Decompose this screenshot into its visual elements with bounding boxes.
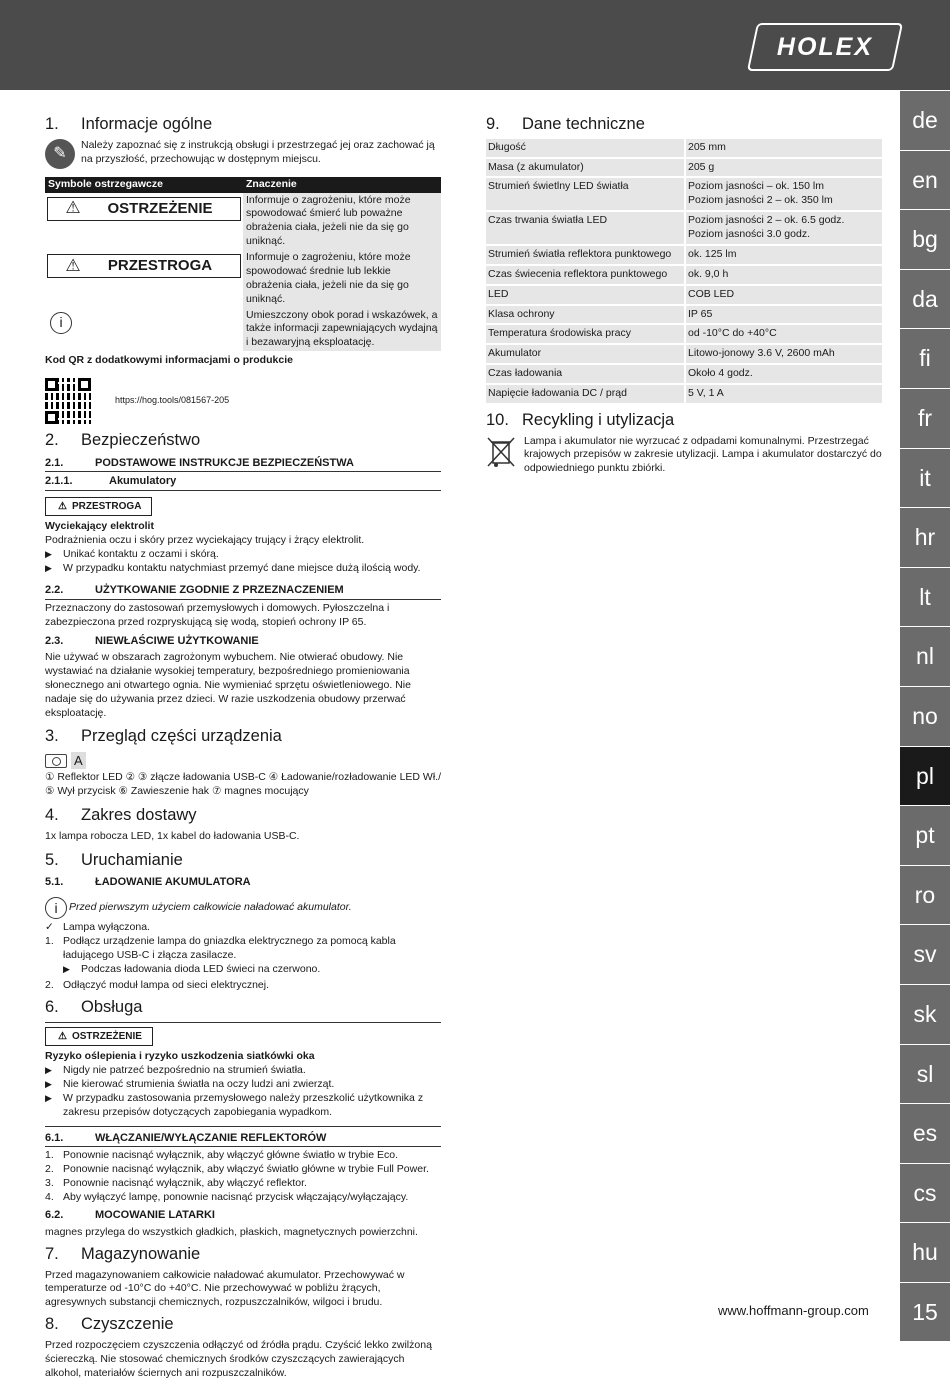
language-tab-es[interactable]: es: [900, 1103, 950, 1163]
qr-url[interactable]: https://hog.tools/081567-205: [115, 395, 230, 405]
language-tab-fr[interactable]: fr: [900, 388, 950, 448]
warning-triangle-icon: ⚠: [58, 500, 67, 512]
info-icon: i: [50, 312, 72, 334]
section-heading: 7. Magazynowanie: [45, 1244, 201, 1263]
language-tab-nl[interactable]: nl: [900, 626, 950, 686]
language-tab-pt[interactable]: pt: [900, 805, 950, 865]
arrow-bullet-icon: ▶: [45, 1078, 52, 1089]
section-heading: 2. Bezpieczeństwo: [45, 430, 201, 449]
warning-triangle-icon: ⚠: [58, 1031, 67, 1043]
table-row: Napięcie ładowania DC / prąd 5 V, 1 A: [486, 384, 882, 404]
read-manual-icon: ✎: [45, 139, 75, 169]
table-row: Masa (z akumulator) 205 g: [486, 158, 882, 178]
language-tab-it[interactable]: it: [900, 448, 950, 508]
arrow-bullet-icon: ▶: [45, 1065, 52, 1076]
section-heading: 1. Informacje ogólne: [45, 115, 213, 133]
table-row: Czas świecenia reflektora punktowego ok. 9,0 h: [486, 265, 882, 285]
table-row: LED COB LED: [486, 285, 882, 305]
language-tab-de[interactable]: de: [900, 90, 950, 150]
language-tab-sl[interactable]: sl: [900, 1044, 950, 1104]
qr-title: Kod QR z dodatkowymi informacjami o produkcie: [45, 354, 293, 367]
section-heading: 4. Zakres dostawy: [45, 806, 197, 825]
language-tab-pl[interactable]: pl: [900, 746, 950, 806]
language-tab-sv[interactable]: sv: [900, 924, 950, 984]
section-heading: 3. Przegląd części urządzenia: [45, 727, 282, 746]
page-number: 15: [900, 1282, 950, 1342]
info-icon: i: [45, 897, 67, 919]
section-heading: 8. Czyszczenie: [45, 1315, 174, 1334]
section-heading: 10. Recykling i utylizacja: [486, 410, 675, 429]
language-tab-lt[interactable]: lt: [900, 567, 950, 627]
warning-symbols-table: Symbole ostrzegawcze Znaczenie ⚠ OSTRZEŻENIE Informuje o zagrożeniu, które może spowodować śmierć lub poważne obrażenia ciała, jeżeli nie da się go uniknąć. ⚠ PRZESTROGA Informuje o zagrożeniu, które może spowodować średnie lub lekkie obrażenia ciała, jeżeli nie da się go uniknąć. i Umieszczony obok porad i wskazówek, a także informacji zapewniających wydajną i bezawaryjną eksploatację.: [45, 177, 441, 351]
intro-text: Należy zapoznać się z instrukcją obsługi i przestrzegać jej oraz zachować ją na przyszłość, przechowując w dostępnym miejscu.: [81, 138, 435, 165]
arrow-bullet-icon: ▶: [45, 548, 52, 559]
language-tab-sk[interactable]: sk: [900, 984, 950, 1044]
arrow-bullet-icon: ▶: [45, 562, 52, 573]
camera-icon: [45, 754, 67, 768]
language-tab-fi[interactable]: fi: [900, 328, 950, 388]
warning-label: ⚠ OSTRZEŻENIE: [45, 1027, 153, 1046]
table-row: Czas ładowania Około 4 godz.: [486, 364, 882, 384]
footer-url[interactable]: www.hoffmann-group.com: [718, 1303, 869, 1318]
language-tab-bg[interactable]: bg: [900, 209, 950, 269]
holex-logo: HOLEX: [747, 23, 903, 71]
arrow-bullet-icon: ▶: [45, 1092, 52, 1103]
table-row: Długość 205 mm: [486, 139, 882, 158]
language-tab-hu[interactable]: hu: [900, 1222, 950, 1282]
table-row: Strumień świetlny LED światła Poziom jasności – ok. 150 lm Poziom jasności 2 – ok. 350 lm: [486, 177, 882, 211]
table-row: Klasa ochrony IP 65: [486, 305, 882, 325]
language-tabs: [900, 90, 950, 1343]
warning-triangle-icon: ⚠: [65, 255, 81, 275]
technical-data-table: [486, 139, 882, 405]
table-row: Akumulator Litowo-jonowy 3.6 V, 2600 mAh: [486, 344, 882, 364]
right-column: 9. Dane techniczne Długość 205 mm Masa (z akumulator) 205 g Strumień świetlny LED światła Poziom jasności – ok. 150 lm Poziom jasności 2 – ok. 350 lm Czas trwania światła LED Poziom jasności 2 – ok. 6.5 godz. Poziom jasności 3.0 godz. Strumień światła reflektora punktowego ok. 125 lm Czas świecenia reflektora punktowego ok. 9,0 h LED COB LED Klasa ochrony IP 65 Temperatura środowiska pracy od -10°C do +40°C Akumulator Litowo-jonowy 3.6 V, 2600 mAh Czas ładowania Około 4 godz. Napięcie ładowania DC / prąd 5 V, 1 A 10. Recykling i utylizacja Lampa i akumulator nie wyrzucać z odpadami komunalnymi. Przestrzegać krajowych przepisów w zakresie utylizacji. Lampa i akumulator dostarczyć do odpowiedniego punktu zbiórki.: [486, 115, 882, 475]
table-row: Czas trwania światła LED Poziom jasności 2 – ok. 6.5 godz. Poziom jasności 3.0 godz.: [486, 211, 882, 245]
crossed-bin-icon: [486, 435, 516, 469]
arrow-bullet-icon: ▶: [63, 963, 70, 974]
language-tab-cs[interactable]: cs: [900, 1163, 950, 1223]
language-tab-ro[interactable]: ro: [900, 865, 950, 925]
language-tab-da[interactable]: da: [900, 269, 950, 329]
left-column: 1. Informacje ogólne ✎ Należy zapoznać się z instrukcją obsługi i przestrzegać jej oraz zachować ją na przyszłość, przechowując w dostępnym miejscu. Symbole ostrzegawcze Znaczenie ⚠ OSTRZEŻENIE Informuje o zagrożeniu, które może spowodować śmierć lub poważne obrażenia ciała, jeżeli nie da się go uniknąć. ⚠ PRZESTROGA Informuje o zagrożeniu, które może spowodować średnie lub lekkie obrażenia ciała, jeżeli nie da się go uniknąć. i Umieszczony obok porad i wskazówek, a także informacji zapewniających wydajną i bezawaryjną eksploatację. Kod QR z dodatkowymi informacjami o produkcie https://hog.tools/081567-205 2. Bezpieczeństwo 2.1. PODSTAWOWE INSTRUKCJE BEZPIECZEŃSTWA 2.1.1. Akumulatory ⚠ PRZESTROGA Wyciekający elektrolit Podrażnienia oczu i skóry przez wyciekający trujący i żrący elektrolit. ▶ Unikać kontaktu z oczami i skórą. ▶ W przypadku kontaktu natychmiast przemyć dane miejsce dużą ilością wody. 2.2. UŻYTKOWANIE ZGODNIE Z PRZEZNACZENIEM Przeznaczony do zastosowań przemysłowych i domowych. Pyłoszczelna i zabezpieczona przed rozpryskującą się wodą, stopień ochrony IP 65. 2.3. NIEWŁAŚCIWE UŻYTKOWANIE Nie używać w obszarach zagrożonym wybuchem. Nie otwierać obudowy. Nie wystawiać na działanie wysokiej temperatury, bezpośredniego promieniowania słonecznego ani otwartego ognia. Nie wymieniać sprzętu oświetleniowego. Nie nadaje się do używania przez dzieci. W razie uszkodzenia obudowy przerwać eksploatację. 3. Przegląd części urządzenia A ① Reflektor LED ② ③ złącze ładowania USB-C ④ Ładowanie/rozładowanie LED Wł./ ⑤ Wył przycisk ⑥ Zawieszenie hak ⑦ magnes mocujący 4. Zakres dostawy 1x lampa robocza LED, 1x kabel do ładowania USB-C. 5. Uruchamianie 5.1. ŁADOWANIE AKUMULATORA i Przed pierwszym użyciem całkowicie naładować akumulator. ✓ Lampa wyłączona. 1. Podłącz urządzenie lampa do gniazdka elektrycznego za pomocą kabla ładującego USB-C i złącza zasilacze. ▶ Podczas ładowania dioda LED świeci na czerwono. 2. Odłączyć moduł lampa od sieci elektrycznej. 6. Obsługa ⚠ OSTRZEŻENIE Ryzyko oślepienia i ryzyko uszkodzenia siatkówki oka ▶ Nigdy nie patrzeć bezpośrednio na strumień światła. ▶ Nie kierować strumienia światła na oczy ludzi ani zwierząt. ▶ W przypadku zastosowania przemysłowego należy przeszkolić użytkownika z zakresu przepisów dotyczących zapobiegania wypadkom. 6.1. WŁĄCZANIE/WYŁĄCZANIE REFLEKTORÓW 1. Ponownie nacisnąć wyłącznik, aby włączyć główne światło w trybie Eco. 2. Ponownie nacisnąć wyłącznik, aby włączyć światło główne w trybie Full Power. 3. Ponownie nacisnąć wyłącznik, aby włączyć reflektor. 4. Aby wyłączyć lampę, ponownie nacisnąć przycisk włączający/wyłączający. 6.2. MOCOWANIE LATARKI magnes przylega do wszystkich gładkich, płaskich, magnetycznych powierzchni. 7. Magazynowanie Przed magazynowaniem całkowicie naładować akumulator. Przechowywać w temperaturze od -10°C do +40°C. Nie przechowywać w pobliżu żrących, agresywnych substancji chemicznych, rozpuszczalników, wilgoci i brudu. 8. Czyszczenie Przed rozpoczęciem czyszczenia odłączyć od źródła prądu. Czyścić lekko zwilżoną ściereczką. Nie stosować chemicznych środków czyszczących zawierających alkohol, materiałów ściernych ani rozpuszczalników.: [45, 115, 441, 1379]
header-bar: [0, 0, 950, 90]
warning-triangle-icon: ⚠: [65, 198, 81, 218]
section-heading: 9. Dane techniczne: [486, 115, 645, 133]
caution-label: ⚠ PRZESTROGA: [45, 497, 152, 516]
language-tab-hr[interactable]: hr: [900, 507, 950, 567]
check-icon: ✓: [45, 920, 54, 933]
section-heading: 6. Obsługa: [45, 998, 143, 1017]
table-row: Strumień światła reflektora punktowego ok. 125 lm: [486, 245, 882, 265]
language-tab-no[interactable]: no: [900, 686, 950, 746]
section-heading: 5. Uruchamianie: [45, 850, 183, 869]
language-tab-en[interactable]: en: [900, 150, 950, 210]
table-row: Temperatura środowiska pracy od -10°C do +40°C: [486, 324, 882, 344]
qr-code: [45, 378, 91, 424]
